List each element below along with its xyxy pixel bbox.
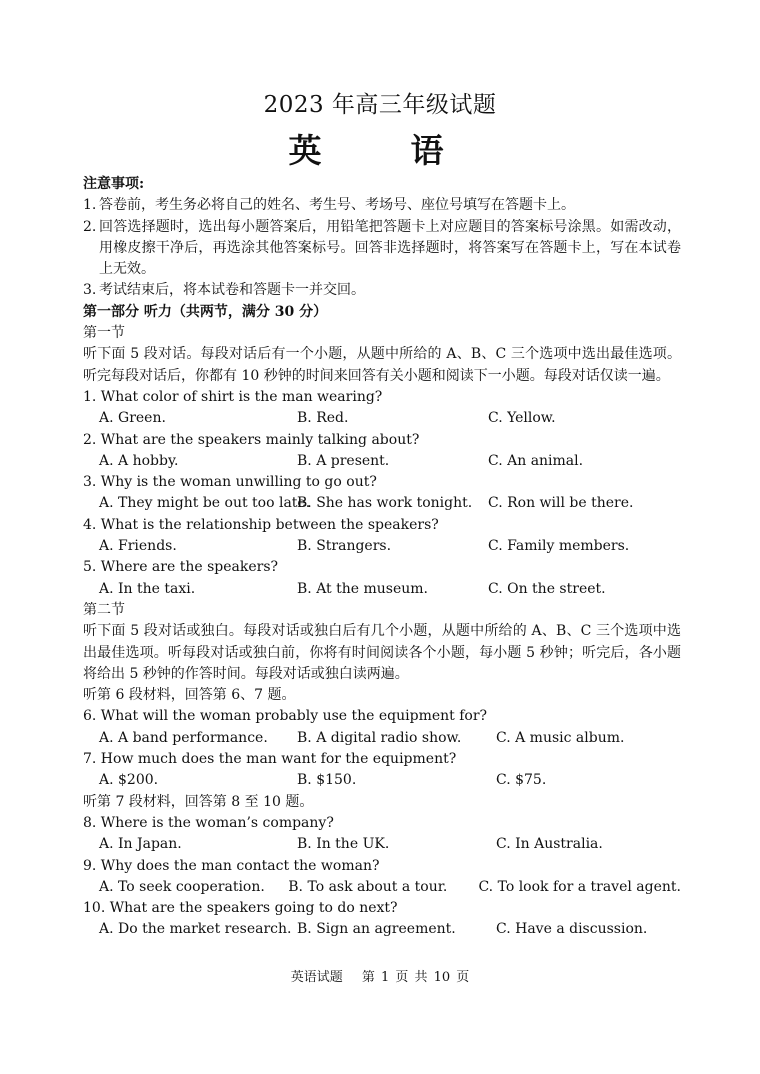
option-a: A. Friends. [99,538,177,555]
part1-heading: 第一部分 听力（共两节，满分 30 分） [83,303,328,320]
option-a: A. $200. [99,772,159,789]
option-a: A. A band performance. [99,729,268,746]
question-options [83,493,681,514]
option-a: A. A hobby. [99,452,179,469]
option-c: C. Yellow. [488,410,556,427]
question-options [83,877,681,898]
notice-item-number: 1. [83,197,97,214]
question-options [83,770,681,791]
question-stem: 6. What will the woman probably use the equipment for? [83,708,488,725]
option-b: B. To ask about a tour. [288,878,448,895]
question-options [83,451,681,472]
question-options [83,536,681,557]
option-c: C. An animal. [488,452,584,469]
option-a: A. Do the market research. [99,921,292,938]
exam-title: 2023 年高三年级试题 [263,92,497,118]
question-options [83,728,681,749]
option-a: A. In Japan. [99,836,182,853]
question-stem: 2. What are the speakers mainly talking about? [83,431,420,448]
section1-label: 第一节 [83,325,125,342]
option-a: A. They might be out too late. [99,495,311,512]
material-7-prompt: 听第 7 段材料，回答第 8 至 10 题。 [83,793,314,810]
question-stem: 4. What is the relationship between the speakers? [83,516,439,533]
notice-item [83,217,681,281]
question-stem: 8. Where is the woman’s company? [83,814,334,831]
option-b: B. She has work tonight. [297,495,473,512]
option-c: C. Family members. [488,538,630,555]
option-b: B. In the UK. [297,836,390,853]
exam-content [83,174,681,941]
option-a: A. Green. [99,410,166,427]
option-c: C. A music album. [496,729,625,746]
notice-item-number: 3. [83,282,97,299]
section2-instructions: 听下面 5 段对话或独白。每段对话或独白后有几个小题，从题中所给的 A、B、C 三个选项中选出最佳选项。听每段对话或独白前，你将有时间阅读各个小题，每小题 5 秒钟；听完后，各小题将给出 5 秒钟的作答时间。每段对话或独白读两遍。 [83,623,681,682]
question-options [83,579,681,600]
notice-item-text: 考试结束后，将本试卷和答题卡一并交回。 [99,282,365,299]
option-b: B. A present. [297,452,390,469]
option-b: B. Sign an agreement. [297,921,456,938]
material-6-prompt: 听第 6 段材料，回答第 6、7 题。 [83,687,296,704]
question-options [83,834,681,855]
notice-item-text: 答卷前，考生务必将自己的姓名、考生号、考场号、座位号填写在答题卡上。 [99,197,575,214]
question-options [83,408,681,429]
option-b: B. Strangers. [297,538,392,555]
question-stem: 3. Why is the woman unwilling to go out? [83,474,377,491]
option-c: C. Ron will be there. [488,495,634,512]
option-b: B. At the museum. [297,580,429,597]
option-a: A. To seek cooperation. [99,878,265,895]
notice-item [83,280,681,301]
question-stem: 10. What are the speakers going to do next? [83,900,398,917]
option-b: B. Red. [297,410,349,427]
notice-item [83,195,681,216]
notice-heading: 注意事项: [83,176,145,192]
notice-item-text: 回答选择题时，选出每小题答案后，用铅笔把答题卡上对应题目的答案标号涂黑。如需改动，用橡皮擦干净后，再选涂其他答案标号。回答非选择题时，将答案写在答题卡上，写在本试卷上无效。 [99,218,681,278]
option-b: B. A digital radio show. [297,729,462,746]
question-stem: 9. Why does the man contact the woman? [83,857,380,874]
option-c: C. On the street. [488,580,606,597]
question-options [83,919,681,940]
section2-label: 第二节 [83,601,125,618]
section1-instructions: 听下面 5 段对话。每段对话后有一个小题，从题中所给的 A、B、C 三个选项中选出最佳选项。听完每段对话后，你都有 10 秒钟的时间来回答有关小题和阅读下一小题。每段对话仅读一遍。 [83,346,681,384]
option-c: C. Have a discussion. [496,921,648,938]
page-footer: 英语试题 第 1 页 共 10 页 [290,970,470,985]
question-stem: 7. How much does the man want for the equipment? [83,751,457,768]
option-a: A. In the taxi. [99,580,196,597]
question-stem: 5. Where are the speakers? [83,559,279,576]
exam-subject: 英 语 [288,131,472,170]
option-c: C. To look for a travel agent. [478,878,681,895]
option-c: C. $75. [496,772,547,789]
question-stem: 1. What color of shirt is the man wearing? [83,388,383,405]
option-c: C. In Australia. [496,836,603,853]
option-b: B. $150. [297,772,357,789]
notice-item-number: 2. [83,218,97,235]
